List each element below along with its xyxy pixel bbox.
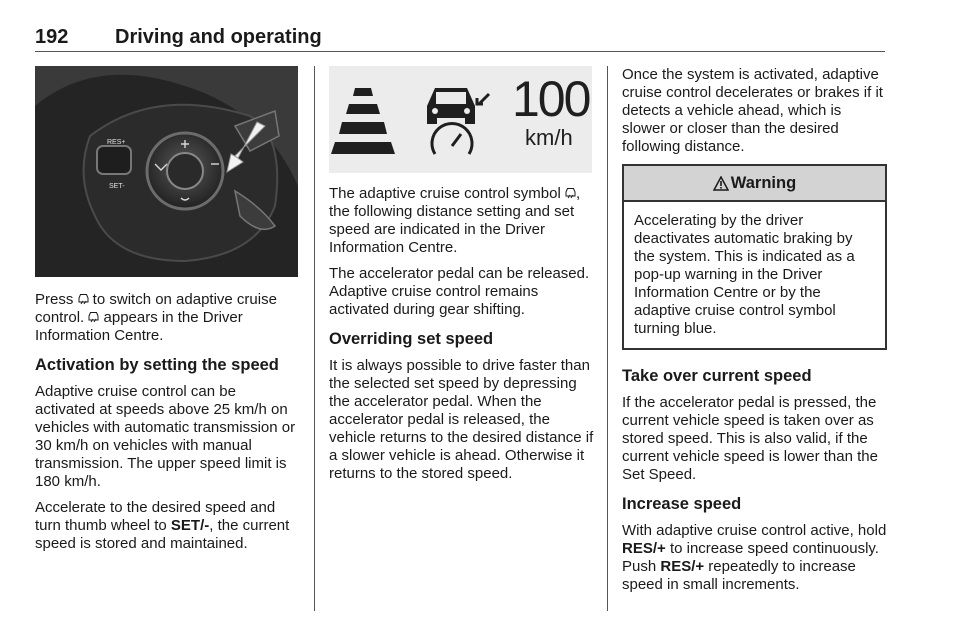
steering-wheel-photo <box>35 66 298 277</box>
column-2 <box>329 66 594 491</box>
res-plus-control-name: RES/+ <box>622 540 666 557</box>
warning-text: Accelerating by the driver deactivates automatic braking by the system. This is indicated as a pop-up warning in the Driver Information Centre or by the adaptive cruise control symbol turning blue. <box>634 212 855 337</box>
res-plus-label: RES+ <box>107 139 126 146</box>
heading-increase-speed: Increase speed <box>622 495 742 513</box>
set-speed-value: 100 <box>512 71 590 127</box>
column-divider <box>607 66 608 611</box>
text: , the following distance setting and set speed are indicated in the Driver Information Centre. <box>329 185 581 256</box>
text: Press <box>35 291 78 308</box>
warning-title: Warning <box>730 174 797 192</box>
paragraph-accelerator-released: The accelerator pedal can be released. Adaptive cruise control remains activated during gear shifting. <box>329 265 590 318</box>
adaptive-cruise-control-icon <box>78 293 89 305</box>
heading-overriding: Overriding set speed <box>329 330 494 348</box>
heading-take-over: Take over current speed <box>622 367 812 385</box>
page-title: Driving and operating <box>115 26 322 48</box>
paragraph-accelerate <box>35 499 300 553</box>
set-speed-unit: km/h <box>525 125 573 150</box>
column-divider <box>314 66 315 611</box>
text: With adaptive cruise control active, hold <box>622 522 887 539</box>
paragraph-system-activated: Once the system is activated, adaptive cruise control decelerates or brakes if it detects a vehicle ahead, which is slower or closer than the desired following distance. <box>622 66 883 155</box>
paragraph-overriding: It is always possible to drive faster than the selected set speed by depressing the accelerator pedal. When the accelerator pedal is released, the vehicle returns to the desired distance if a slower vehicle is ahead. Otherwise it returns to the stored speed. <box>329 357 594 482</box>
text: appears in the Driver Information Centre. <box>35 309 243 344</box>
paragraph-acc-symbol <box>329 185 594 257</box>
heading-activation: Activation by setting the speed <box>35 356 279 374</box>
adaptive-cruise-control-icon <box>421 74 501 174</box>
text: repeatedly to increase speed in small increments. <box>622 558 856 593</box>
set-minus-label: SET- <box>109 183 125 190</box>
text: The adaptive cruise control symbol <box>329 185 565 202</box>
steering-wheel-illustration <box>35 66 298 277</box>
page-number: 192 <box>35 26 69 48</box>
adaptive-cruise-control-icon <box>88 311 99 323</box>
warning-triangle-icon <box>713 176 729 191</box>
column-3 <box>622 66 887 602</box>
set-minus-control-name: SET/- <box>170 517 210 534</box>
paragraph-increase-speed <box>622 522 887 594</box>
paragraph-activation-speeds: Adaptive cruise control can be activated at speeds above 25 km/h on vehicles with automatic transmission or 30 km/h on vehicles with manual transmission. The upper speed limit is 180 km/h. <box>35 383 296 490</box>
warning-header <box>624 166 885 202</box>
column-1 <box>35 66 300 561</box>
paragraph-take-over: If the accelerator pedal is pressed, the current vehicle speed is taken over as stored speed. This is also valid, if the current vehicle speed is lower than the Set Speed. <box>622 394 878 483</box>
warning-box <box>622 164 887 350</box>
page-header <box>35 26 885 52</box>
res-plus-control-name: RES/+ <box>660 558 705 575</box>
text: , the current speed is stored and maintained. <box>35 517 290 552</box>
text: to switch on adaptive cruise control. <box>35 291 277 326</box>
adaptive-cruise-control-icon <box>565 187 576 199</box>
paragraph-press-acc <box>35 291 300 345</box>
driver-information-display <box>329 66 592 173</box>
text: Accelerate to the desired speed and turn thumb wheel to <box>35 499 276 534</box>
text: to increase speed continuously. Push <box>622 540 879 575</box>
